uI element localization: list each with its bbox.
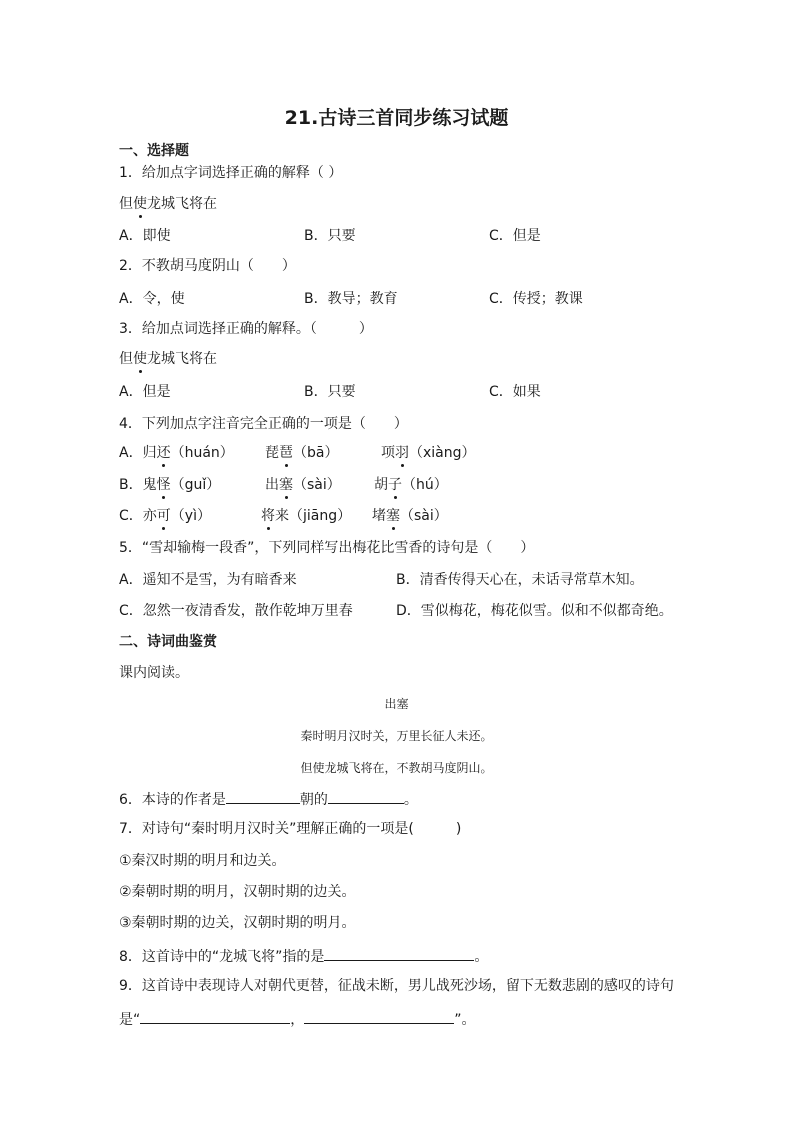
question-7-option-1[interactable]: ①秦汉时期的明月和边关。 [119, 853, 286, 869]
question-3-line [119, 349, 217, 369]
question-4-option-c[interactable] [119, 506, 211, 526]
question-4-option-a-item-3 [381, 443, 476, 463]
text: 亦 [142, 508, 157, 524]
question-1-option-c[interactable]: C．但是 [489, 228, 541, 244]
poem-title: 出塞 [384, 697, 409, 711]
text: 朝的 [299, 792, 328, 808]
text: 来 [275, 508, 289, 524]
option-label: A． [119, 445, 143, 461]
pinyin: （xiàng） [409, 445, 476, 461]
text: 胡 [374, 477, 388, 493]
text: 但 [119, 351, 133, 367]
question-4-option-b-item-3 [374, 475, 448, 495]
text: 出 [265, 477, 279, 493]
text: 8．这首诗中的“龙城飞将”指的是 [119, 949, 325, 965]
text: 6．本诗的作者是 [119, 792, 226, 808]
dotted-character: 羽 [395, 445, 409, 461]
text: 琵 [265, 445, 279, 461]
dotted-character: 塞 [386, 508, 400, 524]
question-2-stem: 2．不教胡马度阴山（ ） [119, 258, 296, 274]
dotted-character: 使 [133, 351, 147, 367]
question-7-option-3[interactable]: ③秦朝时期的边关，汉朝时期的明月。 [119, 915, 356, 931]
text: 龙城飞将在 [147, 196, 217, 212]
pinyin: （sài） [400, 508, 448, 524]
question-1-line [119, 194, 217, 214]
question-3-stem: 3．给加点词选择正确的解释。（ ） [119, 321, 373, 337]
text: 堵 [372, 508, 386, 524]
question-9-answer-line [119, 1008, 476, 1030]
poem-line-2: 但使龙城飞将在，不教胡马度阴山。 [300, 761, 493, 775]
question-1-stem: 1．给加点字词选择正确的解释（ ） [119, 165, 343, 181]
question-1-option-b[interactable]: B．只要 [304, 228, 356, 244]
dotted-character: 琶 [279, 445, 293, 461]
pinyin: （hú） [402, 477, 448, 493]
pinyin: （yì） [170, 508, 211, 524]
text: 龙城飞将在 [147, 351, 217, 367]
answer-blank[interactable] [328, 788, 404, 804]
question-7-stem: 7．对诗句“秦时明月汉时关”理解正确的一项是( ) [119, 821, 462, 837]
question-2-option-b[interactable]: B．教导；教育 [304, 291, 398, 307]
question-6 [119, 788, 418, 810]
pinyin: （huán） [170, 445, 234, 461]
question-5-option-b[interactable]: B．清香传得天心在，未话寻常草木知。 [396, 572, 644, 588]
section-heading-choice: 一、选择题 [119, 143, 189, 159]
option-label: C． [119, 508, 143, 524]
text: ”。 [454, 1012, 476, 1028]
pinyin: （jiāng） [289, 508, 352, 524]
dotted-character: 将 [261, 508, 275, 524]
dotted-character: 使 [133, 196, 147, 212]
dotted-character: 塞 [279, 477, 293, 493]
section-heading-poetry: 二、诗词曲鉴赏 [119, 634, 217, 650]
answer-blank[interactable] [304, 1008, 454, 1024]
pinyin: （sài） [293, 477, 341, 493]
question-3-option-a[interactable]: A．但是 [119, 384, 171, 400]
question-5-option-c[interactable]: C．忽然一夜清香发，散作乾坤万里春 [119, 603, 353, 619]
dotted-character: 可 [156, 508, 171, 524]
answer-blank[interactable] [140, 1008, 290, 1024]
question-2-option-c[interactable]: C．传授；教课 [489, 291, 583, 307]
question-8 [119, 945, 488, 967]
text: 。 [474, 949, 489, 965]
question-4-stem: 4．下列加点字注音完全正确的一项是（ ） [119, 416, 408, 432]
question-5-option-d[interactable]: D．雪似梅花，梅花似雪。似和不似都奇绝。 [396, 603, 673, 619]
question-4-option-b[interactable] [119, 475, 220, 495]
question-2-option-a[interactable]: A．令，使 [119, 291, 185, 307]
text: 但 [119, 196, 133, 212]
question-5-stem: 5．“雪却输梅一段香”，下列同样写出梅花比雪香的诗句是（ ） [119, 540, 535, 556]
text: 归 [142, 445, 157, 461]
question-4-option-b-item-2 [265, 475, 341, 495]
option-label: B． [119, 477, 143, 493]
question-5-option-a[interactable]: A．遥知不是雪，为有暗香来 [119, 572, 297, 588]
document-title: 21.古诗三首同步练习试题 [284, 107, 509, 129]
question-4-option-c-item-3 [372, 506, 448, 526]
reading-intro: 课内阅读。 [119, 665, 189, 681]
text: 项 [381, 445, 395, 461]
answer-blank[interactable] [226, 788, 300, 804]
question-4-option-a-item-2 [265, 443, 338, 463]
question-1-option-a[interactable]: A．即使 [119, 228, 171, 244]
text: 是“ [119, 1012, 141, 1028]
question-9-stem: 9．这首诗中表现诗人对朝代更替，征战未断，男儿战死沙场，留下无数悲剧的感叹的诗句 [119, 978, 674, 994]
pinyin: （guǐ） [170, 477, 221, 493]
text: ， [290, 1012, 305, 1028]
pinyin: （bā） [293, 445, 339, 461]
dotted-character: 还 [156, 445, 171, 461]
text: 鬼 [142, 477, 157, 493]
dotted-character: 怪 [156, 477, 171, 493]
question-7-option-2[interactable]: ②秦朝时期的明月，汉朝时期的边关。 [119, 884, 356, 900]
answer-blank[interactable] [324, 945, 474, 961]
question-3-option-b[interactable]: B．只要 [304, 384, 356, 400]
question-3-option-c[interactable]: C．如果 [489, 384, 541, 400]
poem-line-1: 秦时明月汉时关，万里长征人未还。 [300, 729, 493, 743]
dotted-character: 子 [388, 477, 402, 493]
question-4-option-a[interactable] [119, 443, 234, 463]
text: 。 [403, 792, 418, 808]
question-4-option-c-item-2 [261, 506, 351, 526]
